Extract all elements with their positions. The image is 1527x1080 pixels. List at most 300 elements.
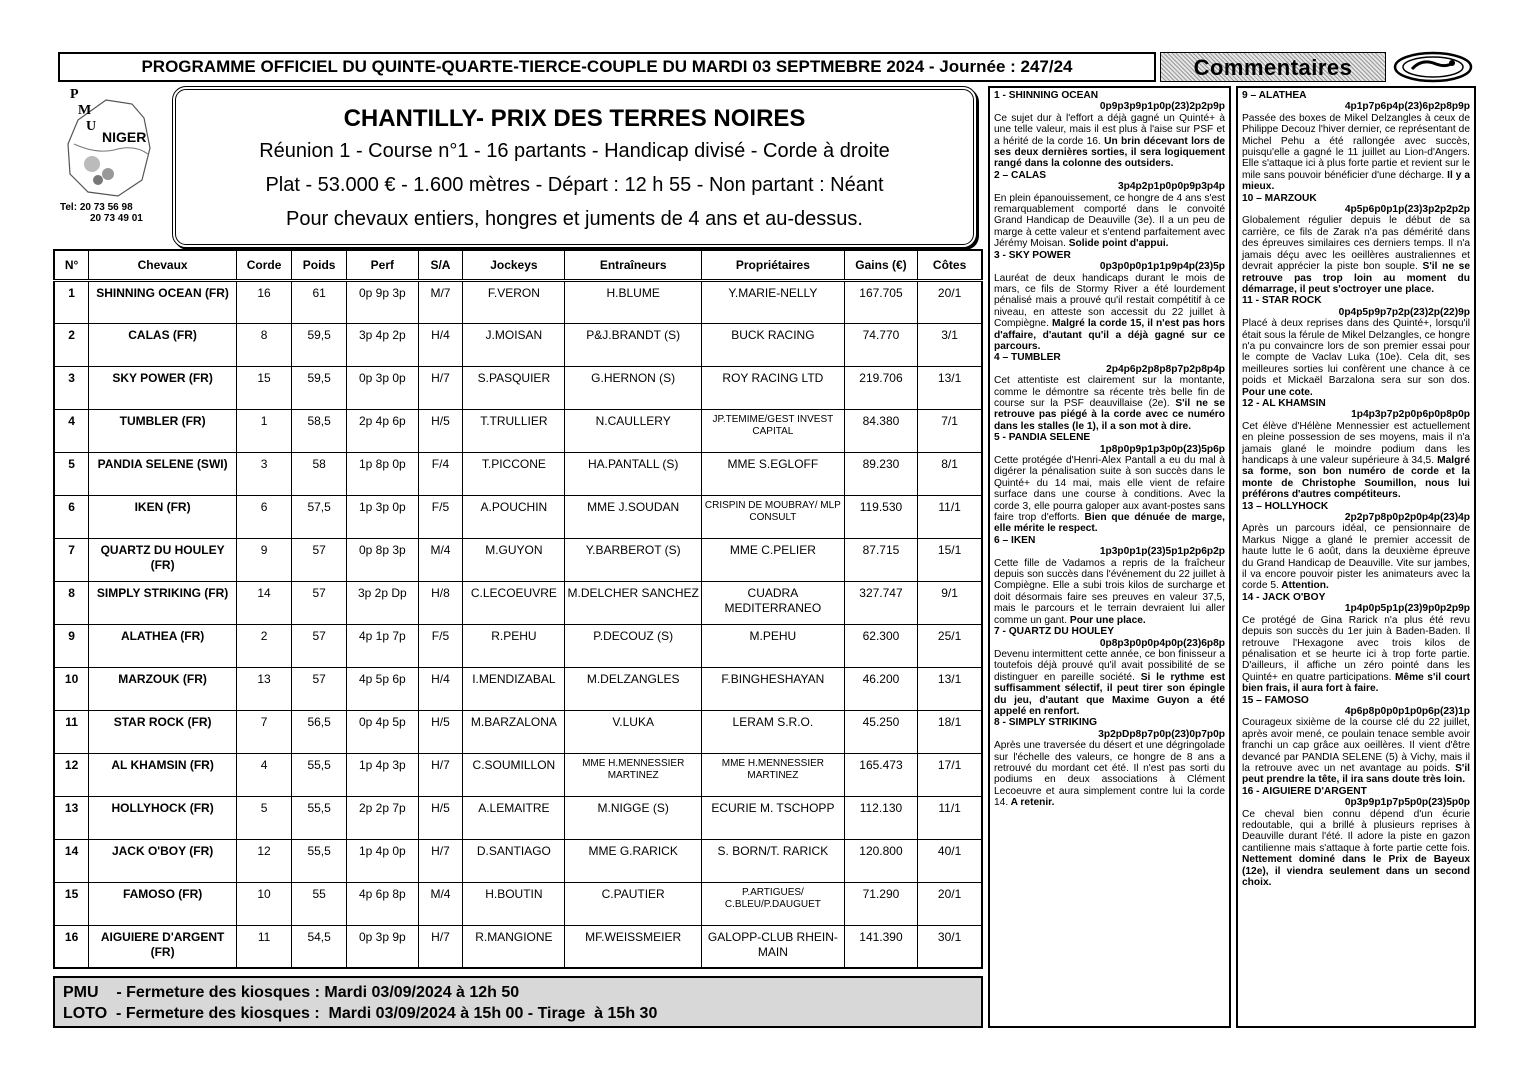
recent-form: 1p 4p 3p xyxy=(347,753,418,796)
draw: 2 xyxy=(237,624,292,667)
owner: S. BORN/T. RARICK xyxy=(702,839,845,882)
recent-form: 0p 9p 3p xyxy=(347,280,418,323)
column-header: Entraîneurs xyxy=(565,250,702,280)
comment-body: Cet élève d'Hélène Mennessier est actuellement en pleine possession de ses moyens, mais il n'a jamais glané le moindre podium dans les handicaps à une valeur supérieure à 34,5. xyxy=(1242,420,1470,466)
weight: 54,5 xyxy=(292,925,347,968)
runner-number: 6 xyxy=(54,495,89,538)
trainer: M.DELCHER SANCHEZ xyxy=(565,581,702,624)
column-header: Perf xyxy=(347,250,418,280)
column-header: S/A xyxy=(418,250,463,280)
sex-age: M/7 xyxy=(418,280,463,323)
column-header: Corde xyxy=(237,250,292,280)
trainer: M.NIGGE (S) xyxy=(565,796,702,839)
recent-form: 3p 4p 2p xyxy=(347,323,418,366)
weight: 57 xyxy=(292,538,347,581)
comment-form-string: 1p4p0p5p1p(23)9p0p2p9p xyxy=(1344,603,1470,615)
trainer: P&J.BRANDT (S) xyxy=(565,323,702,366)
earnings: 62.300 xyxy=(844,624,917,667)
recent-form: 0p 3p 0p xyxy=(347,366,418,409)
earnings: 89.230 xyxy=(844,452,917,495)
comments-tag-label: Commentaires xyxy=(1193,55,1353,80)
jockey: S.PASQUIER xyxy=(463,366,565,409)
trainer: MME H.MENNESSIER MARTINEZ xyxy=(565,753,702,796)
comment-entry xyxy=(1242,295,1470,398)
comment-entry xyxy=(1242,398,1470,501)
table-row xyxy=(54,409,982,452)
comment-verdict: S'il peut prendre la tête, il ira sans doute très loin. xyxy=(1242,762,1470,786)
programme-title-bar xyxy=(58,52,1156,82)
sex-age: F/5 xyxy=(418,495,463,538)
jockey: H.BOUTIN xyxy=(463,882,565,925)
sex-age: H/7 xyxy=(418,925,463,968)
comment-verdict: Malgré la corde 15, il n'est pas hors d'affaire, d'autant qu'il a déjà gagné sur ce parcours. xyxy=(994,318,1225,352)
runner-number: 1 xyxy=(54,280,89,323)
owner: MME C.PELIER xyxy=(702,538,845,581)
sex-age: M/4 xyxy=(418,882,463,925)
earnings: 120.800 xyxy=(844,839,917,882)
comment-horse-heading: 2 – CALAS xyxy=(994,169,1047,181)
logo-niger: NIGER xyxy=(102,129,147,145)
comment-entry xyxy=(994,717,1225,808)
race-conditions: Pour chevaux entiers, hongres et juments de 4 ans et au-dessus. xyxy=(285,208,863,230)
sex-age: M/4 xyxy=(418,538,463,581)
race-info-box xyxy=(172,86,977,248)
weight: 57,5 xyxy=(292,495,347,538)
horse-name: AIGUIERE D'ARGENT (FR) xyxy=(89,925,237,968)
comment-form-string: 4p1p7p6p4p(23)6p2p8p9p xyxy=(1344,101,1470,113)
comment-body: Lauréat de deux handicaps durant le mois de mars, ce fils de Stormy River a été lourdement pénalisé mais a prouvé qu'il restait compétitif à ce niveau, en atteste son accessit du 22 juillet à Compiègne. xyxy=(994,272,1225,330)
comment-form-string: 4p5p6p0p1p(23)3p2p2p2p xyxy=(1344,204,1470,216)
weight: 56,5 xyxy=(292,710,347,753)
trainer: MME G.RARICK xyxy=(565,839,702,882)
owner: CUADRA MEDITERRANEO xyxy=(702,581,845,624)
recent-form: 1p 8p 0p xyxy=(347,452,418,495)
comment-text xyxy=(994,193,1225,250)
comment-body: Cet attentiste est clairement sur la montante, comme le démontre sa récente très belle fin de course sur la PSF deauvillaise (2e). xyxy=(994,375,1225,409)
comment-body: Placé à deux reprises dans des Quinté+, lorsqu'il était sous la férule de Mikel Delzangles, ce hongre n'a pu convaincre lors de son premier essai pour le compte de Vaclav Luka (10e). Cela dit, ses meilleures sorties lui confèrent une chance à ce poids et Mickaël Barzalona sera sur son dos. xyxy=(1242,318,1470,387)
comment-body: Ce sujet dur à l'effort a déjà gagné un Quinté+ à une telle valeur, mais il est plus à l'aise sur PSF et a hérité de la corde 16. xyxy=(994,112,1225,147)
sex-age: F/4 xyxy=(418,452,463,495)
sex-age: H/4 xyxy=(418,323,463,366)
pmu-stamp-icon xyxy=(1392,50,1474,84)
earnings: 74.770 xyxy=(844,323,917,366)
weight: 55 xyxy=(292,882,347,925)
runner-number: 9 xyxy=(54,624,89,667)
earnings: 84.380 xyxy=(844,409,917,452)
jockey: T.TRULLIER xyxy=(463,409,565,452)
comment-verdict: Pour une cote. xyxy=(1242,386,1313,398)
jockey: A.POUCHIN xyxy=(463,495,565,538)
comment-horse-heading: 3 - SKY POWER xyxy=(994,249,1071,261)
recent-form: 3p 2p Dp xyxy=(347,581,418,624)
comment-horse-heading: 14 - JACK O'BOY xyxy=(1242,591,1326,603)
comment-entry xyxy=(994,250,1225,353)
comment-horse-heading: 15 – FAMOSO xyxy=(1242,694,1309,706)
sex-age: H/5 xyxy=(418,796,463,839)
table-row xyxy=(54,710,982,753)
column-header: Propriétaires xyxy=(702,250,845,280)
column-header: N° xyxy=(54,250,89,280)
pmu-niger-logo xyxy=(58,84,168,204)
weight: 61 xyxy=(292,280,347,323)
programme-title: PROGRAMME OFFICIEL DU QUINTE-QUARTE-TIERCE-COUPLE DU MARDI 03 SEPTMEBRE 2024 - Journée : 247/24 xyxy=(141,57,1073,76)
race-details-1: Réunion 1 - Course n°1 - 16 partants - Handicap divisé - Corde à droite xyxy=(259,140,890,162)
comment-verdict: Nettement dominé dans le Prix de Bayeux (12e), il viendra seulement dans un second choix. xyxy=(1242,854,1470,889)
recent-form: 0p 4p 5p xyxy=(347,710,418,753)
table-row xyxy=(54,839,982,882)
comment-entry xyxy=(1242,592,1470,695)
runner-number: 14 xyxy=(54,839,89,882)
weight: 57 xyxy=(292,667,347,710)
owner: MME H.MENNESSIER MARTINEZ xyxy=(702,753,845,796)
weight: 58,5 xyxy=(292,409,347,452)
comment-text xyxy=(994,375,1225,432)
closing-times-box xyxy=(53,976,983,1028)
comment-text xyxy=(1242,717,1470,785)
comment-form-string: 4p6p8p0p0p1p0p6p(23)1p xyxy=(1344,705,1470,717)
odds: 3/1 xyxy=(918,323,982,366)
earnings: 112.130 xyxy=(844,796,917,839)
comment-verdict: S'il ne se retrouve pas piégé à la corde avec ce numéro dans les stalles (le 1), il a son mot à dire. xyxy=(994,397,1226,432)
sex-age: H/8 xyxy=(418,581,463,624)
odds: 17/1 xyxy=(918,753,982,796)
jockey: J.MOISAN xyxy=(463,323,565,366)
pmu-closing: PMU - Fermeture des kiosques : Mardi 03/09/2024 à 12h 50 xyxy=(63,984,520,1001)
comment-entry xyxy=(1242,695,1470,786)
runner-number: 8 xyxy=(54,581,89,624)
weight: 55,5 xyxy=(292,753,347,796)
jockey: R.PEHU xyxy=(463,624,565,667)
draw: 1 xyxy=(237,409,292,452)
comment-form-string: 2p4p6p2p8p8p7p2p8p4p xyxy=(1106,363,1225,375)
recent-form: 1p 4p 0p xyxy=(347,839,418,882)
earnings: 219.706 xyxy=(844,366,917,409)
owner: LERAM S.R.O. xyxy=(702,710,845,753)
column-header: Chevaux xyxy=(89,250,237,280)
recent-form: 1p 3p 0p xyxy=(347,495,418,538)
comment-body: Passée des boxes de Mikel Delzangles à ceux de Philippe Decouz l'hiver dernier, ce représentant de Michel Pehu a été rallongée avec succès, puisqu'elle a gagné le 11 juillet au Lion-d'Angers. Elle s'attaque ici à plus forte partie et revient sur le mile sans pouvoir bénéficier d'une décharge. xyxy=(1242,112,1470,181)
runner-number: 3 xyxy=(54,366,89,409)
comment-text xyxy=(1242,318,1470,398)
comment-text xyxy=(994,558,1225,626)
comment-body: Globalement régulier depuis le début de sa carrière, ce fils de Zarak n'a pas démérité dans des épreuves similaires ces derniers temps. Il n'a jamais déçu avec les oeillères australiennes et devrait apprécier la piste bon souple. xyxy=(1242,215,1470,273)
comment-text xyxy=(1242,523,1470,591)
column-header: Côtes xyxy=(918,250,982,280)
draw: 8 xyxy=(237,323,292,366)
runner-number: 12 xyxy=(54,753,89,796)
comment-verdict: Même s'il court bien frais, il aura fort à faire. xyxy=(1242,671,1470,695)
owner: ECURIE M. TSCHOPP xyxy=(702,796,845,839)
comment-horse-heading: 4 – TUMBLER xyxy=(994,352,1061,364)
horse-name: SHINNING OCEAN (FR) xyxy=(89,280,237,323)
jockey: M.BARZALONA xyxy=(463,710,565,753)
comment-verdict: S'il ne se retrouve pas trop loin au moment du démarrage, il peut s'octroyer une place. xyxy=(1242,261,1471,295)
odds: 18/1 xyxy=(918,710,982,753)
comment-body: Cette protégée d'Henri-Alex Pantall a eu du mal à digérer la pénalisation suite à son succès dans le Quinté+ du 14 mai, mais elle vient de refaire surface dans une course à conditions. Avec la corde 3, elle pourra galoper aux avant-postes sans faire trop d'efforts. xyxy=(994,455,1225,524)
runner-number: 7 xyxy=(54,538,89,581)
comment-verdict: Un brin décevant lors de ses deux dernières sorties, il sera logiquement rangé dans la colonne des outsiders. xyxy=(994,135,1225,170)
owner: CRISPIN DE MOUBRAY/ MLP CONSULT xyxy=(702,495,845,538)
comment-entry xyxy=(994,170,1225,250)
comment-text xyxy=(1242,615,1470,695)
sex-age: H/7 xyxy=(418,839,463,882)
logo-letter-p: P xyxy=(70,87,79,102)
jockey: F.VERON xyxy=(463,280,565,323)
table-row xyxy=(54,753,982,796)
owner: JP.TEMIME/GEST INVEST CAPITAL xyxy=(702,409,845,452)
comment-text xyxy=(994,455,1225,535)
comment-entry xyxy=(994,352,1225,432)
logo-phone-block xyxy=(60,202,170,224)
table-row xyxy=(54,796,982,839)
runner-number: 11 xyxy=(54,710,89,753)
odds: 25/1 xyxy=(918,624,982,667)
comment-entry xyxy=(1242,786,1470,889)
odds: 11/1 xyxy=(918,796,982,839)
jockey: R.MANGIONE xyxy=(463,925,565,968)
table-row xyxy=(54,280,982,323)
comment-horse-heading: 1 - SHINNING OCEAN xyxy=(994,90,1099,101)
owner: Y.MARIE-NELLY xyxy=(702,280,845,323)
runner-number: 15 xyxy=(54,882,89,925)
comment-text xyxy=(1242,113,1470,193)
earnings: 167.705 xyxy=(844,280,917,323)
comment-body: En plein épanouissement, ce hongre de 4 ans s'est remarquablement comporté dans le convoité Grand Handicap de Deauville (3e). Il a un peu de marge à cette valeur et s'entend parfaitement avec Jérémy Moisan. xyxy=(994,192,1225,250)
comment-horse-heading: 9 – ALATHEA xyxy=(1242,90,1307,101)
trainer: Y.BARBEROT (S) xyxy=(565,538,702,581)
odds: 13/1 xyxy=(918,366,982,409)
draw: 7 xyxy=(237,710,292,753)
comment-verdict: Bien que dénuée de marge, elle mérite le respect. xyxy=(994,512,1225,535)
comment-form-string: 3p4p2p1p0p0p9p3p4p xyxy=(1118,181,1225,193)
horse-name: AL KHAMSIN (FR) xyxy=(89,753,237,796)
recent-form: 2p 2p 7p xyxy=(347,796,418,839)
odds: 13/1 xyxy=(918,667,982,710)
comment-form-string: 0p9p3p9p1p0p(23)2p2p9p xyxy=(1099,101,1225,113)
horse-name: PANDIA SELENE (SWI) xyxy=(89,452,237,495)
owner: MME S.EGLOFF xyxy=(702,452,845,495)
horse-name: TUMBLER (FR) xyxy=(89,409,237,452)
comment-verdict: Pour une place. xyxy=(1067,614,1146,626)
comment-body: Ce cheval bien connu dépend d'un écurie redoutable, qui a brillé à plusieurs reprises à Deauville durant l'été. Il adore la piste en gazon cantilienne mais s'attaque à forte partie cette fois. xyxy=(1242,808,1470,854)
comment-body: Devenu intermittent cette année, ce bon finisseur a toutefois déjà prouvé qu'il avait possibilité de se distinguer en pareille société. xyxy=(994,648,1225,683)
table-row xyxy=(54,495,982,538)
table-row xyxy=(54,452,982,495)
draw: 12 xyxy=(237,839,292,882)
table-row xyxy=(54,624,982,667)
horse-name: JACK O'BOY (FR) xyxy=(89,839,237,882)
comment-text xyxy=(994,740,1225,808)
comment-form-string: 0p3p0p0p1p1p9p4p(23)5p xyxy=(1099,261,1225,273)
trainer: G.HERNON (S) xyxy=(565,366,702,409)
odds: 7/1 xyxy=(918,409,982,452)
owner: F.BINGHESHAYAN xyxy=(702,667,845,710)
comment-verdict: A retenir. xyxy=(1008,797,1055,809)
weight: 57 xyxy=(292,624,347,667)
horse-name: STAR ROCK (FR) xyxy=(89,710,237,753)
sex-age: H/5 xyxy=(418,710,463,753)
comment-form-string: 2p2p7p8p0p2p0p4p(23)4p xyxy=(1344,512,1470,524)
runners-table xyxy=(53,249,983,969)
sex-age: H/7 xyxy=(418,366,463,409)
comment-verdict: Solide point d'appui. xyxy=(1065,238,1169,250)
earnings: 87.715 xyxy=(844,538,917,581)
table-row xyxy=(54,581,982,624)
comment-entry xyxy=(1242,90,1470,193)
draw: 9 xyxy=(237,538,292,581)
jockey: I.MENDIZABAL xyxy=(463,667,565,710)
loto-closing: LOTO - Fermeture des kiosques : Mardi 03/09/2024 à 15h 00 - Tirage à 15h 30 xyxy=(63,1005,658,1022)
table-row xyxy=(54,925,982,968)
sex-age: H/4 xyxy=(418,667,463,710)
comment-form-string: 1p4p3p7p2p0p6p0p8p0p xyxy=(1351,409,1470,421)
odds: 15/1 xyxy=(918,538,982,581)
comment-entry xyxy=(994,432,1225,535)
earnings: 46.200 xyxy=(844,667,917,710)
comment-entry xyxy=(994,535,1225,626)
draw: 16 xyxy=(237,280,292,323)
comment-verdict: Malgré sa forme, son bon numéro de corde et la monte de Christophe Soumillon, nous lui préférons d'autres compétiteurs. xyxy=(1242,455,1470,501)
table-row xyxy=(54,366,982,409)
recent-form: 4p 6p 8p xyxy=(347,882,418,925)
trainer: M.DELZANGLES xyxy=(565,667,702,710)
comment-horse-heading: 8 - SIMPLY STRIKING xyxy=(994,717,1098,729)
comment-text xyxy=(1242,421,1470,501)
recent-form: 2p 4p 6p xyxy=(347,409,418,452)
horse-name: MARZOUK (FR) xyxy=(89,667,237,710)
recent-form: 0p 8p 3p xyxy=(347,538,418,581)
weight: 59,5 xyxy=(292,323,347,366)
owner: GALOPP-CLUB RHEIN-MAIN xyxy=(702,925,845,968)
logo-letter-m: M xyxy=(78,103,92,118)
sex-age: H/7 xyxy=(418,753,463,796)
phone-2: 20 73 49 01 xyxy=(90,213,143,224)
weight: 57 xyxy=(292,581,347,624)
earnings: 141.390 xyxy=(844,925,917,968)
draw: 11 xyxy=(237,925,292,968)
jockey: D.SANTIAGO xyxy=(463,839,565,882)
horse-name: QUARTZ DU HOULEY (FR) xyxy=(89,538,237,581)
comment-entry xyxy=(994,626,1225,717)
column-header: Jockeys xyxy=(463,250,565,280)
odds: 9/1 xyxy=(918,581,982,624)
comments-column-1 xyxy=(988,86,1231,1028)
table-header-row xyxy=(54,250,982,280)
column-header: Poids xyxy=(292,250,347,280)
draw: 14 xyxy=(237,581,292,624)
jockey: T.PICCONE xyxy=(463,452,565,495)
comment-form-string: 0p8p3p0p0p4p0p(23)6p8p xyxy=(1099,637,1225,649)
comment-body: Courageux sixième de la course clé du 22 juillet, après avoir mené, ce poulain tenace semble avoir franchi un cap grâce aux oeillères. Il vient d'être devancé par PANDIA SELENE (5) à Vichy, mais il la retrouve avec un net avantage au poids. xyxy=(1242,717,1470,774)
draw: 6 xyxy=(237,495,292,538)
draw: 15 xyxy=(237,366,292,409)
odds: 20/1 xyxy=(918,882,982,925)
comment-form-string: 0p4p5p9p7p2p(23)2p(22)9p xyxy=(1338,306,1470,318)
trainer: MME J.SOUDAN xyxy=(565,495,702,538)
jockey: C.LECOEUVRE xyxy=(463,581,565,624)
draw: 4 xyxy=(237,753,292,796)
trainer: C.PAUTIER xyxy=(565,882,702,925)
comment-verdict: Si le rythme est suffisamment sélectif, il peut tirer son épingle du jeu, d'autant que Maxime Guyon a été appelé en renfort. xyxy=(994,671,1226,717)
comment-text xyxy=(994,273,1225,353)
logo-letter-u: U xyxy=(86,119,97,134)
runner-number: 5 xyxy=(54,452,89,495)
weight: 55,5 xyxy=(292,796,347,839)
table-row xyxy=(54,882,982,925)
jockey: C.SOUMILLON xyxy=(463,753,565,796)
recent-form: 0p 3p 9p xyxy=(347,925,418,968)
earnings: 45.250 xyxy=(844,710,917,753)
comment-horse-heading: 13 – HOLLYHOCK xyxy=(1242,500,1329,512)
horse-name: HOLLYHOCK (FR) xyxy=(89,796,237,839)
owner: P.ARTIGUES/ C.BLEU/P.DAUGUET xyxy=(702,882,845,925)
horse-name: SKY POWER (FR) xyxy=(89,366,237,409)
horse-name: IKEN (FR) xyxy=(89,495,237,538)
horse-name: FAMOSO (FR) xyxy=(89,882,237,925)
comment-body: Après un parcours idéal, ce pensionnaire de Markus Nigge a glané le premier accessit de haute lutte le 6 août, dans la deuxième épreuve du Grand Handicap de Deauville. Vite sur jambes, il va encore pouvoir pister les animateurs avec la corde 5. xyxy=(1242,523,1470,592)
comment-verdict: Il y a mieux. xyxy=(1242,169,1470,193)
earnings: 327.747 xyxy=(844,581,917,624)
comment-horse-heading: 16 - AIGUIERE D'ARGENT xyxy=(1242,785,1367,797)
comment-horse-heading: 6 – IKEN xyxy=(994,534,1036,546)
table-row xyxy=(54,323,982,366)
comment-form-string: 3p2pDp8p7p0p(23)0p7p0p xyxy=(1098,728,1225,740)
comment-form-string: 1p3p0p1p(23)5p1p2p6p2p xyxy=(1099,546,1225,558)
race-details-2: Plat - 53.000 € - 1.600 mètres - Départ : 12 h 55 - Non partant : Néant xyxy=(265,174,884,196)
comment-text xyxy=(1242,809,1470,889)
owner: ROY RACING LTD xyxy=(702,366,845,409)
draw: 5 xyxy=(237,796,292,839)
race-title: CHANTILLY- PRIX DES TERRES NOIRES xyxy=(343,105,806,132)
weight: 55,5 xyxy=(292,839,347,882)
comments-column-2 xyxy=(1236,86,1476,1028)
comment-horse-heading: 10 – MARZOUK xyxy=(1242,192,1317,204)
comment-verdict: Attention. xyxy=(1278,580,1329,592)
comment-horse-heading: 12 - AL KHAMSIN xyxy=(1242,397,1326,409)
table-row xyxy=(54,667,982,710)
horse-name: SIMPLY STRIKING (FR) xyxy=(89,581,237,624)
weight: 58 xyxy=(292,452,347,495)
comment-form-string: 0p3p9p1p7p5p0p(23)5p0p xyxy=(1344,797,1470,809)
earnings: 71.290 xyxy=(844,882,917,925)
column-header: Gains (€) xyxy=(844,250,917,280)
phone-1: Tel: 20 73 56 98 xyxy=(60,202,133,213)
comment-entry xyxy=(1242,193,1470,296)
runner-number: 10 xyxy=(54,667,89,710)
odds: 30/1 xyxy=(918,925,982,968)
recent-form: 4p 1p 7p xyxy=(347,624,418,667)
comment-horse-heading: 7 - QUARTZ DU HOULEY xyxy=(994,626,1114,638)
comment-horse-heading: 11 - STAR ROCK xyxy=(1242,295,1322,307)
table-row xyxy=(54,538,982,581)
horse-name: CALAS (FR) xyxy=(89,323,237,366)
recent-form: 4p 5p 6p xyxy=(347,667,418,710)
trainer: N.CAULLERY xyxy=(565,409,702,452)
comment-form-string: 1p8p0p9p1p3p0p(23)5p6p xyxy=(1099,443,1225,455)
owner: M.PEHU xyxy=(702,624,845,667)
jockey: A.LEMAITRE xyxy=(463,796,565,839)
odds: 20/1 xyxy=(918,280,982,323)
trainer: HA.PANTALL (S) xyxy=(565,452,702,495)
comment-entry xyxy=(1242,501,1470,592)
earnings: 165.473 xyxy=(844,753,917,796)
earnings: 119.530 xyxy=(844,495,917,538)
draw: 13 xyxy=(237,667,292,710)
trainer: V.LUKA xyxy=(565,710,702,753)
jockey: M.GUYON xyxy=(463,538,565,581)
sex-age: F/5 xyxy=(418,624,463,667)
draw: 3 xyxy=(237,452,292,495)
